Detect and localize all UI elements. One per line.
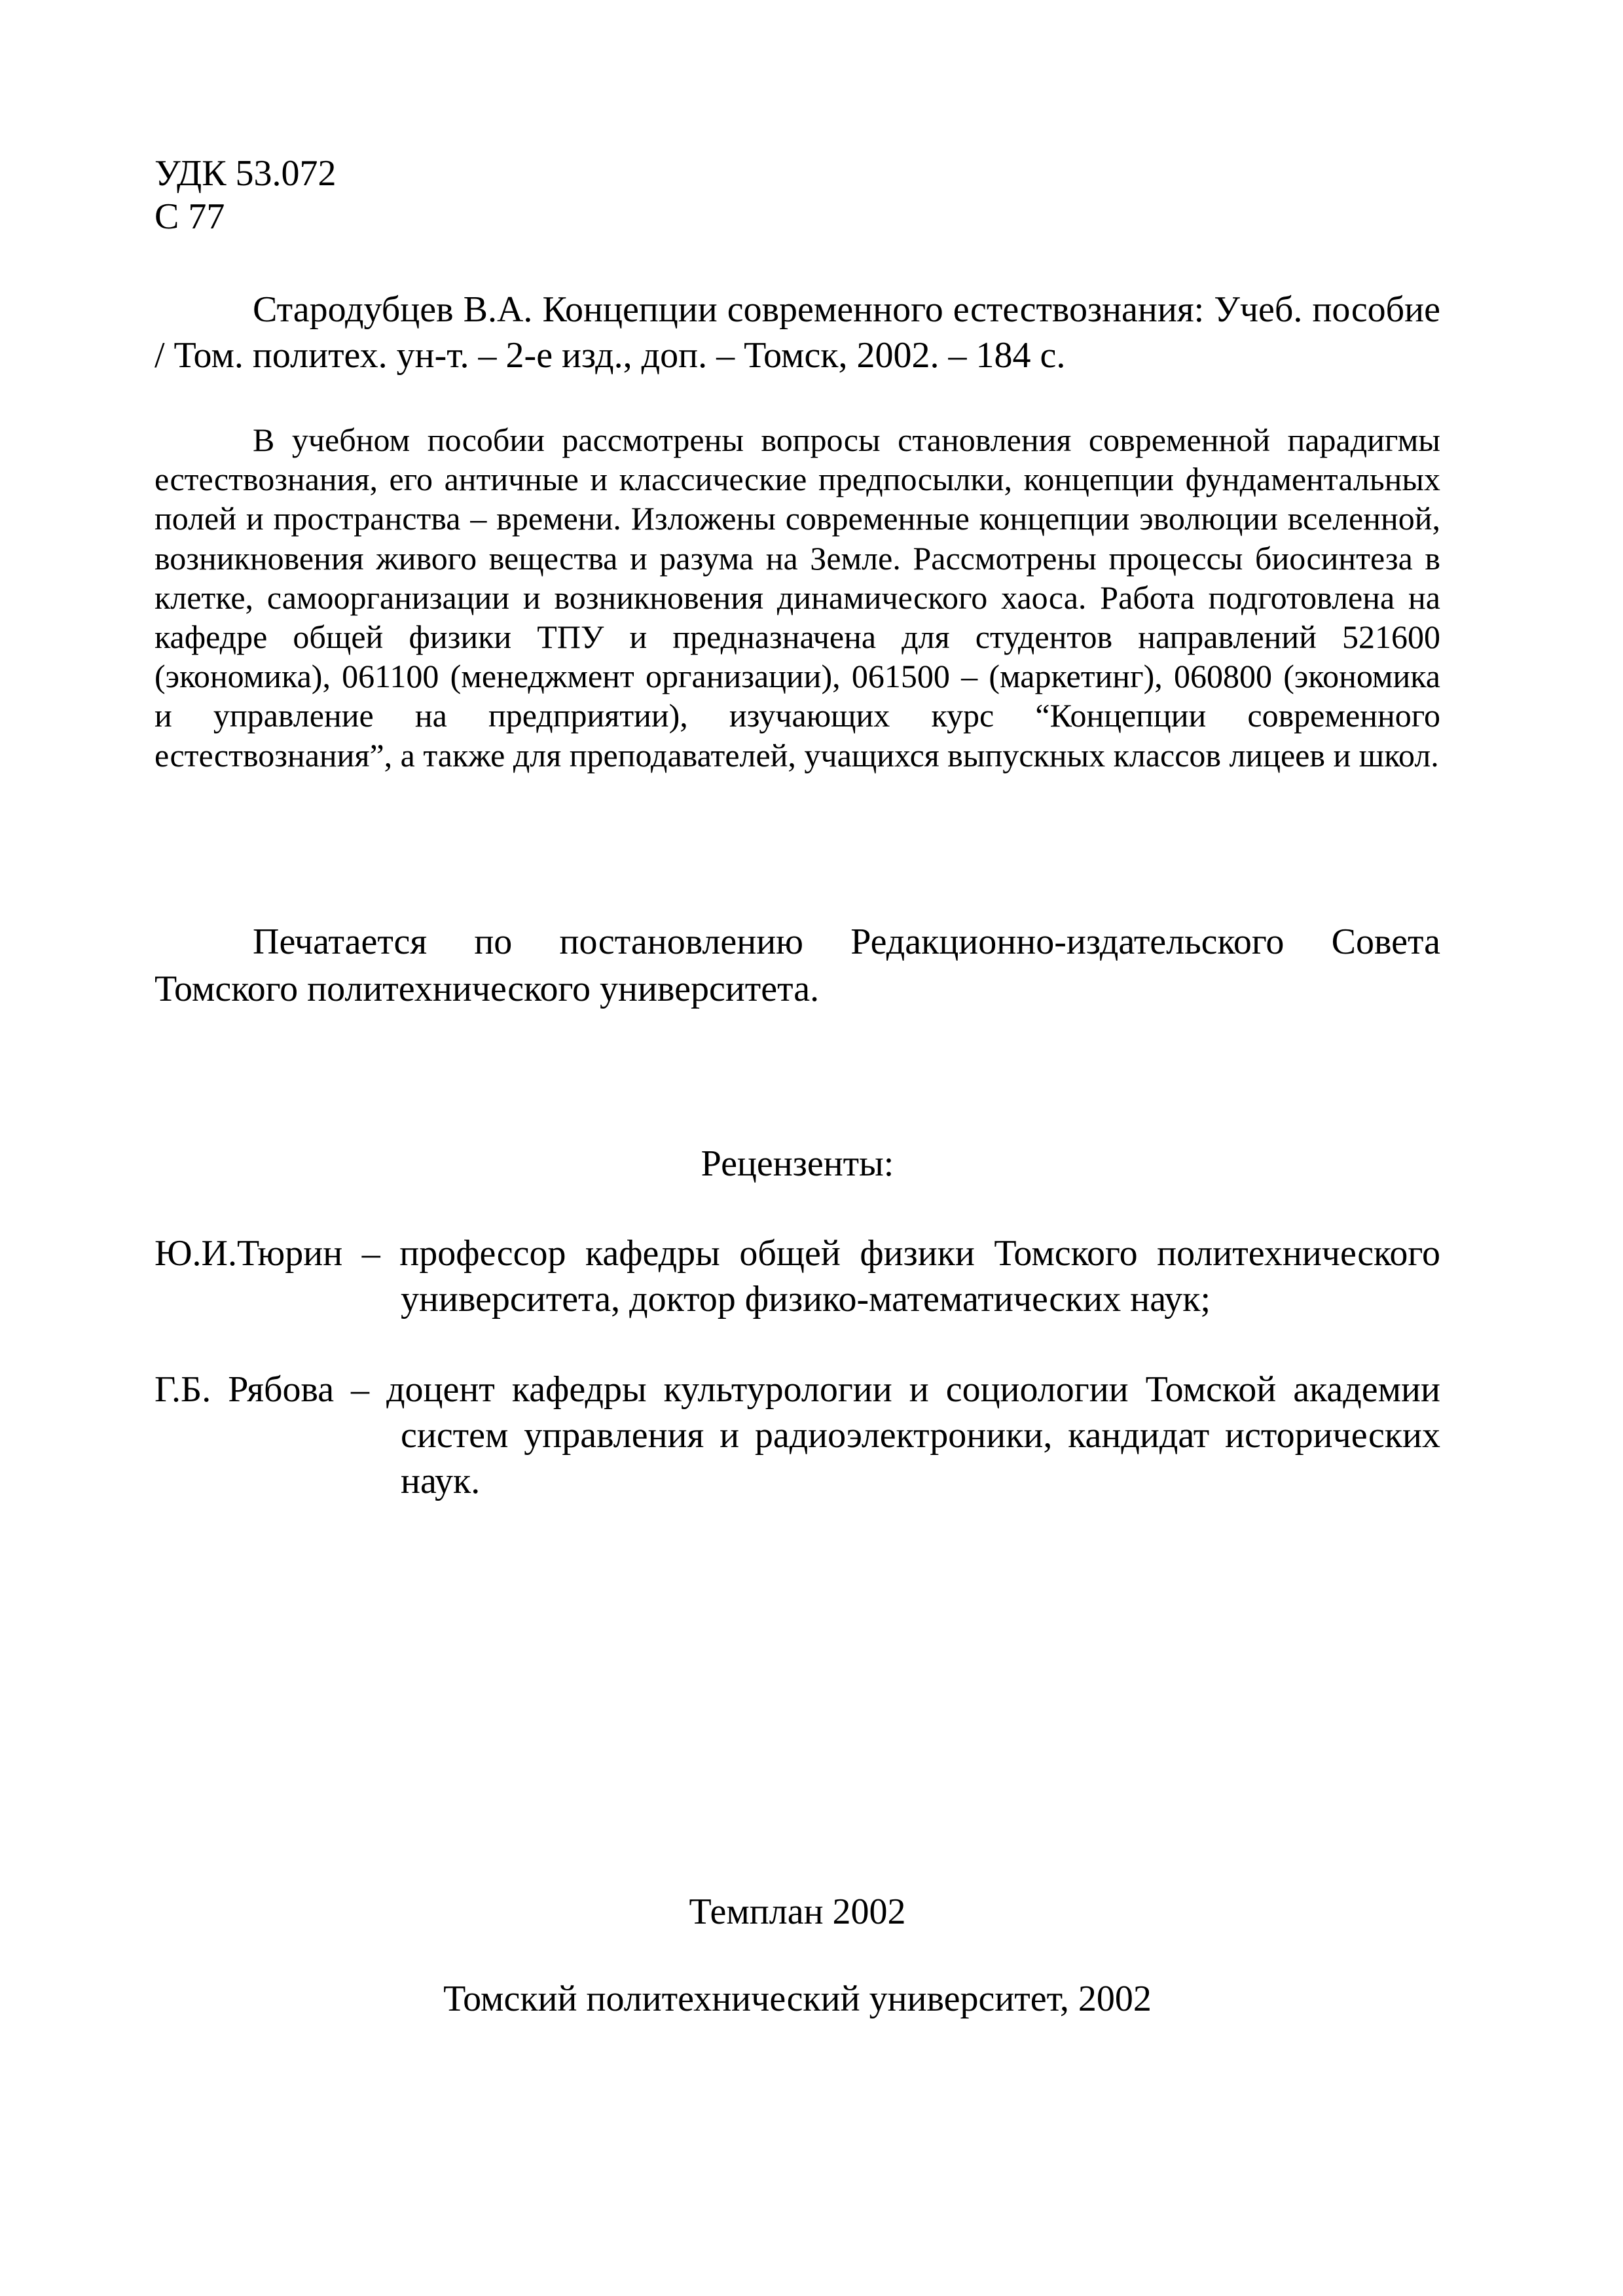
reviewer-entry: Ю.И.Тюрин – профессор кафедры общей физики Томского политехнического университета, доктор физико-математических наук; (155, 1233, 1440, 1319)
templan-line: Темплан 2002 (689, 1892, 906, 1932)
imprint-statement: Печатается по постановлению Редакционно-издательского Совета Томского политехнического университета. (155, 922, 1440, 1009)
reviewer-entry: Г.Б. Рябова – доцент кафедры культурологии и социологии Томской академии систем управления и радиоэлектроники, кандидат исторических наук. (155, 1369, 1440, 1501)
abstract-paragraph: В учебном пособии рассмотрены вопросы становления современной парадигмы естествознания, его античные и классические предпосылки, концепции фундаментальных полей и пространства – времени. Изложены современные концепции эволюции вселенной, возникновения живого вещества и разума на Земле. Рассмотрены процессы биосинтеза в клетке, самоорганизации и возникновения динамического хаоса. Работа подготовлена на кафедре общей физики ТПУ и предназначена для студентов направлений 521600 (экономика), 061100 (менеджмент организации), 061500 – (маркетинг), 060800 (экономика и управление на предприятии), изучающих курс “Концепции современного естествознания”, а также для преподавателей, учащихся выпускных классов лицеев и школ. (155, 422, 1440, 774)
udk-code: УДК 53.072 (155, 153, 337, 194)
reviewers-heading: Рецензенты: (701, 1143, 894, 1184)
classification-codes (155, 152, 1440, 238)
bibliographic-citation: Стародубцев В.А. Концепции современного естествознания: Учеб. пособие / Том. политех. ун-т. – 2-е изд., доп. – Томск, 2002. – 184 с. (155, 289, 1440, 376)
publisher-line: Томский политехнический университет, 2002 (443, 1979, 1152, 2019)
library-code: С 77 (155, 196, 225, 237)
